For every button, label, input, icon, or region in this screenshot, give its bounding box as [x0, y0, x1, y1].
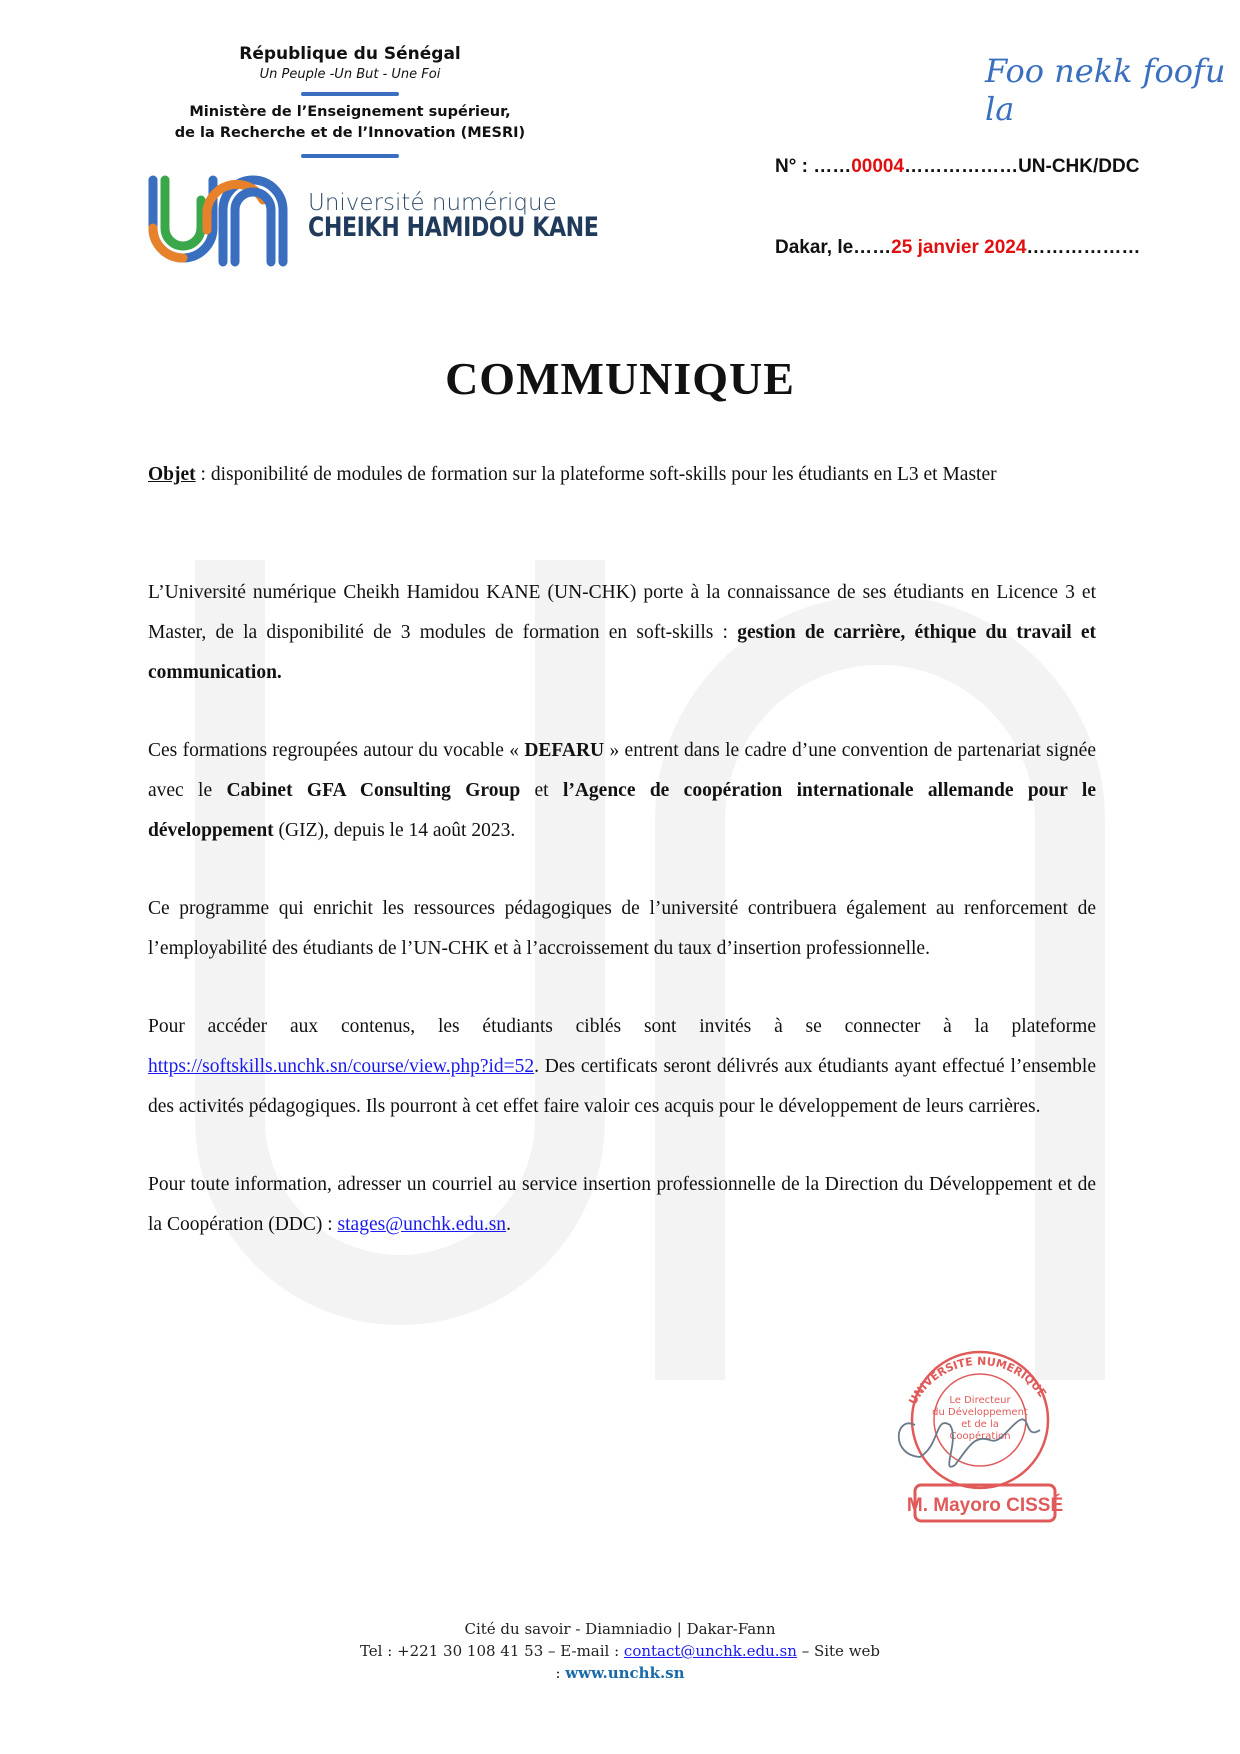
p4-a: Pour accéder aux contenus, les étudiants ciblés sont invités à se connecter à la plateforme	[148, 1016, 1096, 1037]
p2-d: Cabinet GFA Consulting Group	[226, 780, 521, 801]
stamp-line-3: et de la	[961, 1419, 999, 1430]
date-suffix: ………………	[1026, 237, 1141, 258]
divider	[301, 154, 399, 158]
page-title: COMMUNIQUE	[445, 353, 795, 404]
svg-text:UNIVERSITE NUMERIQUE: UNIVERSITE NUMERIQUE	[906, 1354, 1049, 1407]
university-name	[308, 190, 662, 243]
p2-c: » entrent dans le cadre d’une convention de partenariat signée avec le	[148, 740, 1096, 801]
university-line-2: CHEIKH HAMIDOU KANE	[308, 212, 599, 243]
footer-tel: Tel : +221 30 108 41 53 – E-mail :	[359, 1642, 624, 1660]
footer-address: Cité du savoir - Diamniadio | Dakar-Fann	[464, 1620, 776, 1638]
divider	[301, 92, 399, 96]
p2-f: l’Agence de coopération internationale allemande pour le développement	[148, 780, 1096, 841]
platform-link[interactable]: https://softskills.unchk.sn/course/view.php?id=52	[148, 1056, 535, 1077]
p1-bold: gestion de carrière, éthique du travail et communication.	[148, 622, 1096, 683]
signatory-name: M. Mayoro CISSÉ	[906, 1495, 1064, 1516]
communique-body	[148, 455, 1096, 1283]
document-date	[775, 237, 1140, 259]
footer-colon: :	[555, 1664, 566, 1682]
stamp-line-1: Le Directeur	[949, 1395, 1011, 1406]
footer-site-label: – Site web	[796, 1642, 881, 1660]
ref-suffix: ………………UN-CHK/DDC	[904, 156, 1140, 177]
stamp-line-4: Coopération	[949, 1431, 1011, 1442]
paragraph-2	[148, 731, 1096, 851]
stamp-line-2: du Développement	[932, 1407, 1028, 1418]
p5-b: .	[506, 1214, 511, 1235]
footer-website	[0, 1662, 1240, 1684]
government-header	[140, 44, 560, 164]
p2-g: (GIZ), depuis le 14 août 2023.	[273, 820, 516, 841]
p5-a: Pour toute information, adresser un courriel au service insertion professionnelle de la Direction du Développement et de la Coopération (DDC) :	[148, 1174, 1096, 1235]
paragraph-1	[148, 573, 1096, 693]
p4-b: . Des certificats seront délivrés aux étudiants ayant effectué l’ensemble des activités pédagogiques. Ils pourront à cet effet faire valoir ces acquis pour le développement de leurs carrières.	[148, 1056, 1096, 1117]
date-prefix: Dakar, le……	[775, 237, 892, 258]
footer-contact	[0, 1640, 1240, 1662]
paragraph-4	[148, 1007, 1096, 1127]
paragraph-3: Ce programme qui enrichit les ressources pédagogiques de l’université contribuera également au renforcement de l’employabilité des étudiants de l’UN-CHK et à l’accroissement du taux d’insertion professionnelle.	[148, 898, 1096, 959]
ministry-line-2: de la Recherche et de l’Innovation (MESRI)	[174, 125, 526, 141]
date-value: 25 janvier 2024	[891, 237, 1027, 258]
national-motto: Un Peuple -Un But - Une Foi	[259, 67, 441, 82]
university-line-1: Université numérique	[308, 190, 557, 216]
p1-text: L’Université numérique Cheikh Hamidou KANE (UN-CHK) porte à la connaissance de ses étudiants en Licence 3 et Master, de la disponibilité de 3 modules de formation en soft-skills :	[148, 582, 1096, 643]
reference-number	[775, 156, 1139, 178]
website-link[interactable]: www.unchk.sn	[565, 1664, 685, 1682]
unchk-logo-icon	[145, 170, 295, 270]
footer	[0, 1618, 1240, 1684]
ref-prefix: N° : ……	[775, 156, 852, 177]
ref-number: 00004	[851, 156, 905, 177]
contact-email-link[interactable]: contact@unchk.edu.sn	[623, 1642, 797, 1660]
objet-paragraph	[148, 455, 1096, 495]
ministry-line-1: Ministère de l’Enseignement supérieur,	[189, 104, 511, 120]
p2-e: et	[520, 780, 563, 801]
p2-b: DEFARU	[524, 740, 605, 761]
paragraph-5	[148, 1165, 1096, 1245]
stages-email-link[interactable]: stages@unchk.edu.sn	[337, 1214, 507, 1235]
objet-label: Objet	[148, 464, 196, 485]
country-name: République du Sénégal	[239, 44, 461, 64]
slogan: Foo nekk foofu la	[985, 52, 1226, 128]
objet-text: : disponibilité de modules de formation sur la plateforme soft-skills pour les étudiants en L3 et Master	[195, 464, 997, 485]
official-stamp	[880, 1345, 1080, 1545]
p2-a: Ces formations regroupées autour du vocable «	[148, 740, 525, 761]
